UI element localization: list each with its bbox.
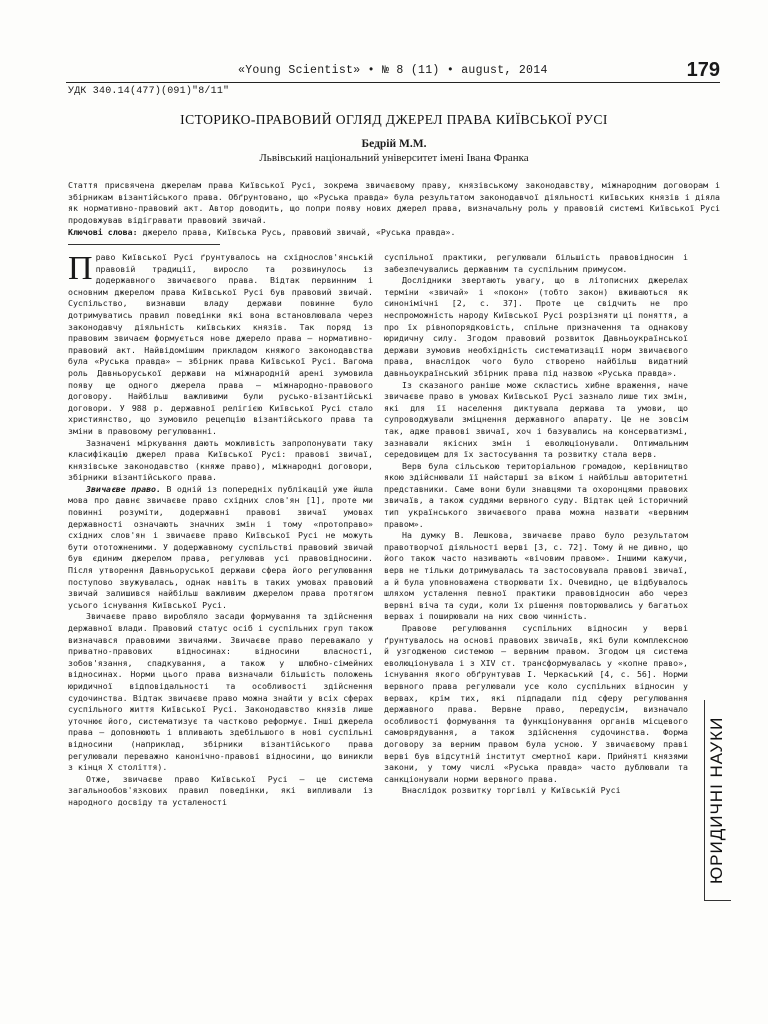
paragraph: Внаслідок розвитку торгівлі у Київській Русі: [402, 785, 621, 796]
running-header: [68, 59, 720, 82]
author-name: Бедрій М.М.: [361, 138, 427, 150]
article-title: ІСТОРИКО-ПРАВОВИЙ ОГЛЯД ДЖЕРЕЛ ПРАВА КИЇВСЬКОЇ РУСІ: [180, 112, 608, 127]
right-column: [384, 252, 688, 1007]
header-rule: [66, 82, 720, 83]
paragraph-text: В одній із попередніх публікацій уже йшла мова про давнє звичаєве право східних слов'ян [1], проте ми повинні розуміти, додержавні правові звичаї умовах державності означають значних змін і тому «протоправо» східних слов'ян і звичаєве право Київської Русі не можуть бути ототожненими. У додержавному суспільстві правовий звичай був єдиним джерелом права, регулював усі правовідносини. Після утворення Давньоруської держави сфера його регулювання поступово звужувалась, однак навіть в таких умовах правовий звичай залишився найбільш важливим джерелом права протягом усього існування Київської Русі.: [68, 483, 373, 610]
paragraph: Верв була сільською територіальною громадою, керівництво якою здійснювали її найстарші за віком і найбільш авторитетні представники. Саме вони були знавцями та охоронцями правових звичаїв, а також суддями вервного суду. Відтак цей історичний тип українського звичаєвого права можна назвати «вервним правом».: [384, 460, 688, 529]
paragraph: Із сказаного раніше може скластись хибне враження, наче звичаєве право в умовах Київської Русі зазнало лише тих змін, які для її населення диктувала держава та умови, що супроводжували зміцнення державного апарату. Це не зовсім так, адже правові звичаї, хоч і базувались на консерватизмі, зазнавали якісних змін і еволюціонували. Оптимальним середовищем для їх застосування та розвитку стала верв.: [384, 379, 688, 460]
section-divider: [68, 244, 220, 245]
paragraph: Звичаєве право виробляло засади формування та здійснення державної влади. Правовий статус осіб і суспільних груп також визначався правовими звичаями. Звичаєве право переважало у приватно-правових відносинах: відносини власності, зобов'язання, спадкування, а також у шлюбно-сімейних відносинах. Норми цього права визначали більшість положень юридичної відповідальності та особливості здійснення судочинства. Відтак звичаєве право можна знайти у всіх сферах суспільного життя Київської Русі. Законодавство князів лише уточнює його, систематизує та частково реформує. Інші джерела права – доповнюють і впливають здебільшого в нові суспільні відносини (наприклад, збірники візантійського права регулювали переважно канонічно-правові відносини, що виникли з кінця X століття).: [68, 611, 373, 773]
paragraph: На думку В. Лешкова, звичаєве право було результатом правотворчої діяльності верві [3, с. 72]. Тому й не дивно, що його також часто називають «вічовим правом». Іншими кажучи, верв не тільки дотримувалась та застосовувала правові звичаї, а й була уповноважена створювати їх. Очевидно, це відбувалось шляхом усталення певної практики правовідносин або через вервні віча та суди, коли їх рішення повторювались у багатьох вервах і поширювали на них свою чинність.: [384, 530, 688, 622]
section-side-label-text: ЮРИДИЧНІ НАУКИ: [707, 716, 726, 884]
paragraph: Дослідники звертають увагу, що в літописних джерелах терміни «звичай» і «покон» (тобто закон) вживаються як синонімічні [2, с. 37]. Проте це свідчить не про неспроможність народу Київської Русі розрізняти ці поняття, а про їх рівнопорядковість, спільне призначення та однакову юридичну силу. Згодом правовий розвиток Давньоукраїнської держави зумовив необхідність систематизації норм звичаєвого права, внаслідок чого було створено найбільш видатний давньоукраїнський збірник права під назвою «Руська правда».: [384, 275, 688, 378]
abstract-text: Стаття присвячена джерелам права Київської Русі, зокрема звичаєвому праву, князівському законодавству, міжнародним договорам і збірникам візантійського права. Обґрунтовано, що «Руська правда» була результатом законодавчої діяльності київських князів і діяла як нормативно-правовий акт. Автор доводить, що попри появу нових джерел права, визначальну роль у правовій системі Київської Русі продовжував відігравати правовий звичай.: [68, 180, 720, 226]
paragraph: Отже, звичаєве право Київської Русі – це система загальнообов'язкових правил поведінки, які випливали із народного досвіду та усталеності: [68, 773, 373, 807]
author-affiliation: Львівський національний університет імені Івана Франка: [259, 152, 529, 164]
journal-line: «Young Scientist» • № 8 (11) • august, 2014: [238, 64, 548, 77]
paragraph: Зазначені міркування дають можливість запропонувати таку класифікацію джерел права Київської Русі: правові звичаї, князівське законодавство (княже право), міжнародні договори, збірники візантійського права.: [68, 437, 373, 483]
section-side-label: [704, 700, 731, 901]
section-term: Звичаєве право.: [86, 483, 161, 494]
page-number: 179: [686, 59, 720, 81]
paragraph: Правове регулювання суспільних відносин у верві ґрунтувалось на основі правових звичаїв, які були комплексною й узгодженою системою – вервним правом. Згодом ця система еволюціонувала і з XIV ст. трансформувалась у «копне право», існування якого обґрунтував І. Черкаський [4, с. 56]. Норми вервного права регулювали усе коло суспільних відносин у вервах, крім тих, які підпадали під сферу регулювання державного права. Вервне право, передусім, визначало особливості формування та функціонування органів місцевого самоврядування, а також здійснення судочинства. Форма договору за верним правом була усною. У звичаєвому праві верві був відсутній інститут смертної кари. Прийняті князями закони, у тому числі «Руська правда» часто дублювали та санкціонували норми вервного права.: [384, 623, 688, 784]
paragraph: суспільної практики, регулювали більшість правовідносин і забезпечувались державним та суспільним примусом.: [384, 252, 688, 274]
keywords-label: Ключові слова:: [68, 226, 138, 237]
udk-code: УДК 340.14(477)(091)"8/11": [68, 86, 230, 97]
paragraph-text: раво Київської Русі ґрунтувалось на східнослов'янській правовій традиції, виросло та розвинулось із додержавного звичаєвого права. Відтак первинним і основним джерелом права Київської Русі був правовий звичай. Суспільство, визнавши владу держави повинне було дотримуватись правил поведінки які вона встановлювала через законодавчу діяльність київських князів. Так поряд із правовим звичаєм формується нове джерело права – нормативно-правовий акт. Найвідомішим прикладом княжого законодавства була «Руська правда» – збірник права Київської Русі. Вагома роль Давньоруської держави на міжнародній арені зумовила появу ще одного джерела права – міжнародно-правового договору. Найбільш важливими були русько-візантійські договори. У 988 р. державної релігією Київської Русі стало християнство, що зумовило рецепцію візантійського права та зміни в правовому регулюванні.: [68, 252, 373, 436]
abstract: [68, 180, 720, 239]
keywords-text: джерело права, Київська Русь, правовий звичай, «Руська правда».: [137, 226, 456, 237]
left-column: [68, 252, 373, 1007]
paragraph: [68, 252, 373, 438]
paragraph: [68, 484, 373, 612]
drop-cap: П: [68, 252, 93, 287]
